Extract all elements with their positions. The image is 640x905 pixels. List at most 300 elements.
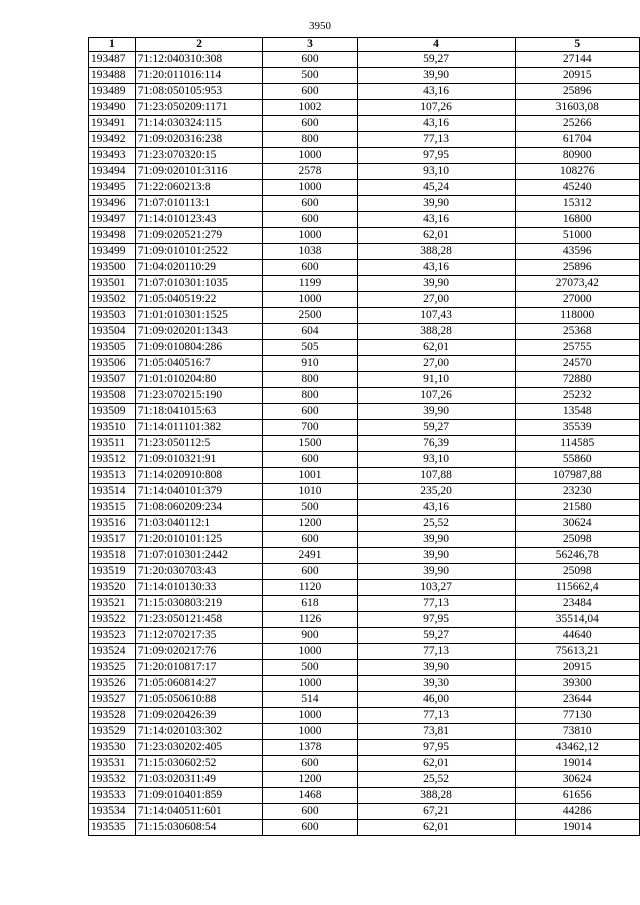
table-cell-col-4: 46,00 <box>357 692 515 708</box>
table-cell-col-1: 193491 <box>89 116 136 132</box>
table-cell-col-5: 20915 <box>515 68 639 84</box>
table-cell-col-1: 193514 <box>89 484 136 500</box>
table-cell-col-1: 193516 <box>89 516 136 532</box>
table-cell-col-5: 75613,21 <box>515 644 639 660</box>
table-cell-col-3: 1000 <box>263 228 357 244</box>
table-cell-col-3: 500 <box>263 68 357 84</box>
table-cell-col-2: 71:23:030202:405 <box>135 740 263 756</box>
table-row <box>89 820 640 836</box>
table-row <box>89 84 640 100</box>
table-row <box>89 100 640 116</box>
table-cell-col-5: 23230 <box>515 484 639 500</box>
table-cell-col-5: 15312 <box>515 196 639 212</box>
table-cell-col-2: 71:09:010804:286 <box>135 340 263 356</box>
table-cell-col-2: 71:23:070320:15 <box>135 148 263 164</box>
table-row <box>89 356 640 372</box>
table-cell-col-4: 93,10 <box>357 452 515 468</box>
table-cell-col-5: 27000 <box>515 292 639 308</box>
table-row <box>89 676 640 692</box>
table-cell-col-1: 193515 <box>89 500 136 516</box>
table-cell-col-4: 39,90 <box>357 532 515 548</box>
table-cell-col-3: 1000 <box>263 708 357 724</box>
table-cell-col-5: 30624 <box>515 772 639 788</box>
table-cell-col-5: 27144 <box>515 52 639 68</box>
table-cell-col-2: 71:08:060209:234 <box>135 500 263 516</box>
table-cell-col-1: 193506 <box>89 356 136 372</box>
table-cell-col-4: 59,27 <box>357 420 515 436</box>
table-cell-col-2: 71:23:050121:458 <box>135 612 263 628</box>
table-cell-col-5: 20915 <box>515 660 639 676</box>
table-cell-col-3: 500 <box>263 660 357 676</box>
table-cell-col-3: 1120 <box>263 580 357 596</box>
column-header-5: 5 <box>515 38 639 52</box>
table-row <box>89 68 640 84</box>
table-cell-col-5: 23644 <box>515 692 639 708</box>
table-cell-col-1: 193503 <box>89 308 136 324</box>
table-cell-col-3: 1000 <box>263 148 357 164</box>
table-row <box>89 644 640 660</box>
table-cell-col-3: 600 <box>263 260 357 276</box>
table-row <box>89 580 640 596</box>
table-cell-col-5: 31603,08 <box>515 100 639 116</box>
table-cell-col-4: 62,01 <box>357 756 515 772</box>
table-row <box>89 196 640 212</box>
table-cell-col-4: 39,90 <box>357 660 515 676</box>
table-cell-col-3: 600 <box>263 532 357 548</box>
table-cell-col-1: 193497 <box>89 212 136 228</box>
table-cell-col-3: 700 <box>263 420 357 436</box>
table-cell-col-2: 71:05:060814:27 <box>135 676 263 692</box>
table-cell-col-4: 39,90 <box>357 276 515 292</box>
table-cell-col-5: 45240 <box>515 180 639 196</box>
table-cell-col-4: 62,01 <box>357 820 515 836</box>
table-row <box>89 340 640 356</box>
table-cell-col-2: 71:09:020217:76 <box>135 644 263 660</box>
table-cell-col-1: 193526 <box>89 676 136 692</box>
table-cell-col-3: 1199 <box>263 276 357 292</box>
table-row <box>89 500 640 516</box>
table-cell-col-2: 71:15:030602:52 <box>135 756 263 772</box>
table-cell-col-5: 25098 <box>515 532 639 548</box>
column-header-2: 2 <box>135 38 263 52</box>
table-cell-col-3: 600 <box>263 116 357 132</box>
table-cell-col-1: 193494 <box>89 164 136 180</box>
table-cell-col-2: 71:14:010130:33 <box>135 580 263 596</box>
table-cell-col-3: 600 <box>263 52 357 68</box>
table-cell-col-3: 600 <box>263 804 357 820</box>
table-cell-col-5: 13548 <box>515 404 639 420</box>
table-cell-col-3: 600 <box>263 196 357 212</box>
table-cell-col-5: 39300 <box>515 676 639 692</box>
table-cell-col-2: 71:14:040511:601 <box>135 804 263 820</box>
table-cell-col-3: 600 <box>263 212 357 228</box>
table-cell-col-1: 193490 <box>89 100 136 116</box>
table-cell-col-2: 71:23:050112:5 <box>135 436 263 452</box>
table-cell-col-2: 71:18:041015:63 <box>135 404 263 420</box>
table-cell-col-5: 19014 <box>515 756 639 772</box>
table-cell-col-4: 77,13 <box>357 644 515 660</box>
column-header-3: 3 <box>263 38 357 52</box>
table-cell-col-3: 500 <box>263 500 357 516</box>
table-cell-col-2: 71:20:010817:17 <box>135 660 263 676</box>
table-cell-col-4: 97,95 <box>357 148 515 164</box>
table-cell-col-2: 71:01:010204:80 <box>135 372 263 388</box>
table-cell-col-2: 71:07:010301:1035 <box>135 276 263 292</box>
table-cell-col-4: 59,27 <box>357 628 515 644</box>
table-cell-col-2: 71:05:050610:88 <box>135 692 263 708</box>
table-cell-col-1: 193534 <box>89 804 136 820</box>
table-cell-col-1: 193508 <box>89 388 136 404</box>
table-row <box>89 596 640 612</box>
table-cell-col-5: 107987,88 <box>515 468 639 484</box>
table-cell-col-1: 193530 <box>89 740 136 756</box>
table-cell-col-3: 618 <box>263 596 357 612</box>
table-cell-col-4: 235,20 <box>357 484 515 500</box>
table-cell-col-1: 193509 <box>89 404 136 420</box>
table-cell-col-3: 1000 <box>263 292 357 308</box>
table-cell-col-4: 93,10 <box>357 164 515 180</box>
table-cell-col-4: 388,28 <box>357 324 515 340</box>
table-row <box>89 164 640 180</box>
table-cell-col-4: 103,27 <box>357 580 515 596</box>
table-cell-col-2: 71:09:020316:238 <box>135 132 263 148</box>
table-cell-col-1: 193510 <box>89 420 136 436</box>
table-cell-col-4: 77,13 <box>357 132 515 148</box>
table-cell-col-3: 1126 <box>263 612 357 628</box>
table-cell-col-4: 107,43 <box>357 308 515 324</box>
table-cell-col-3: 910 <box>263 356 357 372</box>
table-cell-col-1: 193500 <box>89 260 136 276</box>
table-header <box>89 38 640 52</box>
table-cell-col-5: 61704 <box>515 132 639 148</box>
table-row <box>89 548 640 564</box>
table-cell-col-4: 59,27 <box>357 52 515 68</box>
table-cell-col-3: 604 <box>263 324 357 340</box>
table-row <box>89 612 640 628</box>
table-cell-col-4: 39,90 <box>357 68 515 84</box>
table-row <box>89 308 640 324</box>
table-cell-col-1: 193532 <box>89 772 136 788</box>
table-cell-col-1: 193487 <box>89 52 136 68</box>
table-cell-col-5: 25232 <box>515 388 639 404</box>
table-cell-col-3: 600 <box>263 84 357 100</box>
table-cell-col-1: 193495 <box>89 180 136 196</box>
table-cell-col-3: 1000 <box>263 676 357 692</box>
table-cell-col-4: 62,01 <box>357 228 515 244</box>
table-row <box>89 516 640 532</box>
table-cell-col-5: 19014 <box>515 820 639 836</box>
table-cell-col-1: 193496 <box>89 196 136 212</box>
table-cell-col-1: 193505 <box>89 340 136 356</box>
table-cell-col-3: 1000 <box>263 724 357 740</box>
table-cell-col-3: 600 <box>263 404 357 420</box>
table-row <box>89 132 640 148</box>
table-cell-col-2: 71:09:020201:1343 <box>135 324 263 340</box>
table-body <box>89 52 640 836</box>
table-cell-col-2: 71:12:070217:35 <box>135 628 263 644</box>
table-cell-col-3: 1468 <box>263 788 357 804</box>
table-row <box>89 212 640 228</box>
table-cell-col-1: 193520 <box>89 580 136 596</box>
table-cell-col-3: 1200 <box>263 516 357 532</box>
table-cell-col-5: 43596 <box>515 244 639 260</box>
table-cell-col-3: 1038 <box>263 244 357 260</box>
table-cell-col-3: 800 <box>263 372 357 388</box>
page-number: 3950 <box>309 20 331 32</box>
table-cell-col-1: 193492 <box>89 132 136 148</box>
table-cell-col-4: 43,16 <box>357 260 515 276</box>
table-cell-col-3: 2491 <box>263 548 357 564</box>
table-cell-col-4: 97,95 <box>357 612 515 628</box>
table-cell-col-2: 71:09:020426:39 <box>135 708 263 724</box>
table-cell-col-1: 193521 <box>89 596 136 612</box>
table-cell-col-2: 71:20:030703:43 <box>135 564 263 580</box>
table-cell-col-2: 71:12:040310:308 <box>135 52 263 68</box>
table-cell-col-4: 107,88 <box>357 468 515 484</box>
table-cell-col-1: 193522 <box>89 612 136 628</box>
table-row <box>89 244 640 260</box>
table-cell-col-4: 39,90 <box>357 404 515 420</box>
table-cell-col-2: 71:14:040101:379 <box>135 484 263 500</box>
table-cell-col-5: 43462,12 <box>515 740 639 756</box>
column-header-1: 1 <box>89 38 136 52</box>
table-cell-col-3: 514 <box>263 692 357 708</box>
table-cell-col-3: 505 <box>263 340 357 356</box>
table-cell-col-4: 62,01 <box>357 340 515 356</box>
table-row <box>89 740 640 756</box>
table-cell-col-4: 27,00 <box>357 292 515 308</box>
table-cell-col-5: 114585 <box>515 436 639 452</box>
table-cell-col-2: 71:20:011016:114 <box>135 68 263 84</box>
table-cell-col-4: 77,13 <box>357 596 515 612</box>
table-cell-col-1: 193531 <box>89 756 136 772</box>
table-cell-col-4: 91,10 <box>357 372 515 388</box>
table-cell-col-5: 35514,04 <box>515 612 639 628</box>
table-cell-col-3: 600 <box>263 452 357 468</box>
table-cell-col-3: 1200 <box>263 772 357 788</box>
table-row <box>89 116 640 132</box>
table-cell-col-5: 44286 <box>515 804 639 820</box>
table-cell-col-3: 900 <box>263 628 357 644</box>
table-cell-col-2: 71:09:020521:279 <box>135 228 263 244</box>
table-cell-col-2: 71:22:060213:8 <box>135 180 263 196</box>
table-cell-col-5: 55860 <box>515 452 639 468</box>
table-cell-col-3: 1000 <box>263 644 357 660</box>
table-cell-col-4: 76,39 <box>357 436 515 452</box>
table-cell-col-5: 24570 <box>515 356 639 372</box>
table-row <box>89 772 640 788</box>
header-row <box>89 38 640 52</box>
table-row <box>89 52 640 68</box>
table-cell-col-2: 71:03:020311:49 <box>135 772 263 788</box>
table-cell-col-5: 25098 <box>515 564 639 580</box>
table-cell-col-3: 800 <box>263 132 357 148</box>
table-cell-col-4: 97,95 <box>357 740 515 756</box>
table-cell-col-4: 107,26 <box>357 100 515 116</box>
table-row <box>89 372 640 388</box>
table-cell-col-4: 73,81 <box>357 724 515 740</box>
table-row <box>89 388 640 404</box>
table-cell-col-4: 25,52 <box>357 772 515 788</box>
table-cell-col-5: 61656 <box>515 788 639 804</box>
table-cell-col-5: 51000 <box>515 228 639 244</box>
table-cell-col-2: 71:09:010101:2522 <box>135 244 263 260</box>
table-cell-col-3: 600 <box>263 820 357 836</box>
table-cell-col-1: 193528 <box>89 708 136 724</box>
table-cell-col-5: 35539 <box>515 420 639 436</box>
table-cell-col-4: 43,16 <box>357 212 515 228</box>
table-cell-col-1: 193502 <box>89 292 136 308</box>
table-cell-col-1: 193507 <box>89 372 136 388</box>
table-cell-col-1: 193504 <box>89 324 136 340</box>
table-cell-col-1: 193499 <box>89 244 136 260</box>
table-cell-col-5: 108276 <box>515 164 639 180</box>
table-row <box>89 276 640 292</box>
table-row <box>89 804 640 820</box>
table-cell-col-4: 77,13 <box>357 708 515 724</box>
table-cell-col-3: 1378 <box>263 740 357 756</box>
table-cell-col-4: 25,52 <box>357 516 515 532</box>
table-row <box>89 260 640 276</box>
table-row <box>89 436 640 452</box>
table-row <box>89 660 640 676</box>
table-cell-col-1: 193529 <box>89 724 136 740</box>
table-cell-col-1: 193527 <box>89 692 136 708</box>
table-cell-col-5: 115662,4 <box>515 580 639 596</box>
table-cell-col-4: 27,00 <box>357 356 515 372</box>
table-cell-col-5: 72880 <box>515 372 639 388</box>
table-cell-col-2: 71:14:030324:115 <box>135 116 263 132</box>
table-cell-col-2: 71:05:040519:22 <box>135 292 263 308</box>
table-row <box>89 692 640 708</box>
table-row <box>89 180 640 196</box>
table-cell-col-1: 193498 <box>89 228 136 244</box>
table-cell-col-1: 193524 <box>89 644 136 660</box>
table-cell-col-4: 39,90 <box>357 548 515 564</box>
table-cell-col-1: 193517 <box>89 532 136 548</box>
table-cell-col-2: 71:20:010101:125 <box>135 532 263 548</box>
table-cell-col-2: 71:14:020103:302 <box>135 724 263 740</box>
table-cell-col-2: 71:15:030803:219 <box>135 596 263 612</box>
table-row <box>89 228 640 244</box>
table-cell-col-2: 71:09:010401:859 <box>135 788 263 804</box>
data-table <box>88 37 640 836</box>
table-cell-col-1: 193535 <box>89 820 136 836</box>
table-cell-col-4: 43,16 <box>357 500 515 516</box>
table-cell-col-1: 193533 <box>89 788 136 804</box>
table-row <box>89 628 640 644</box>
table-cell-col-5: 80900 <box>515 148 639 164</box>
table-cell-col-4: 45,24 <box>357 180 515 196</box>
table-row <box>89 452 640 468</box>
table-cell-col-5: 25755 <box>515 340 639 356</box>
table-cell-col-4: 43,16 <box>357 84 515 100</box>
table-cell-col-1: 193523 <box>89 628 136 644</box>
table-cell-col-1: 193493 <box>89 148 136 164</box>
table-cell-col-3: 800 <box>263 388 357 404</box>
table-cell-col-4: 67,21 <box>357 804 515 820</box>
table-row <box>89 756 640 772</box>
table-cell-col-1: 193519 <box>89 564 136 580</box>
column-header-4: 4 <box>357 38 515 52</box>
table-cell-col-2: 71:09:010321:91 <box>135 452 263 468</box>
table-cell-col-5: 27073,42 <box>515 276 639 292</box>
table-row <box>89 484 640 500</box>
table-cell-col-5: 23484 <box>515 596 639 612</box>
table-cell-col-5: 44640 <box>515 628 639 644</box>
table-cell-col-3: 1002 <box>263 100 357 116</box>
table-row <box>89 468 640 484</box>
table-cell-col-1: 193501 <box>89 276 136 292</box>
table-row <box>89 148 640 164</box>
table-cell-col-3: 600 <box>263 564 357 580</box>
table-cell-col-3: 1010 <box>263 484 357 500</box>
table-cell-col-1: 193513 <box>89 468 136 484</box>
table-cell-col-2: 71:23:070215:190 <box>135 388 263 404</box>
table-cell-col-3: 600 <box>263 756 357 772</box>
table-cell-col-4: 39,30 <box>357 676 515 692</box>
table-cell-col-1: 193525 <box>89 660 136 676</box>
table-cell-col-2: 71:23:050209:1171 <box>135 100 263 116</box>
table-cell-col-5: 118000 <box>515 308 639 324</box>
table-cell-col-5: 56246,78 <box>515 548 639 564</box>
table-row <box>89 788 640 804</box>
table-cell-col-5: 16800 <box>515 212 639 228</box>
table-cell-col-4: 388,28 <box>357 244 515 260</box>
table-row <box>89 420 640 436</box>
table-cell-col-2: 71:09:020101:3116 <box>135 164 263 180</box>
table-row <box>89 724 640 740</box>
table-cell-col-2: 71:04:020110:29 <box>135 260 263 276</box>
table-cell-col-2: 71:14:011101:382 <box>135 420 263 436</box>
table-cell-col-2: 71:01:010301:1525 <box>135 308 263 324</box>
table-cell-col-1: 193518 <box>89 548 136 564</box>
table-cell-col-2: 71:14:010123:43 <box>135 212 263 228</box>
table-cell-col-4: 388,28 <box>357 788 515 804</box>
table-cell-col-3: 1500 <box>263 436 357 452</box>
table-cell-col-4: 39,90 <box>357 564 515 580</box>
table-cell-col-3: 2578 <box>263 164 357 180</box>
table-row <box>89 708 640 724</box>
table-cell-col-1: 193488 <box>89 68 136 84</box>
table-cell-col-2: 71:07:010113:1 <box>135 196 263 212</box>
table-cell-col-4: 39,90 <box>357 196 515 212</box>
table-cell-col-3: 1001 <box>263 468 357 484</box>
table-cell-col-5: 30624 <box>515 516 639 532</box>
table-cell-col-2: 71:08:050105:953 <box>135 84 263 100</box>
table-cell-col-2: 71:03:040112:1 <box>135 516 263 532</box>
table-row <box>89 404 640 420</box>
table-cell-col-1: 193512 <box>89 452 136 468</box>
table-cell-col-1: 193489 <box>89 84 136 100</box>
table-cell-col-3: 2500 <box>263 308 357 324</box>
table-cell-col-5: 25896 <box>515 260 639 276</box>
table-cell-col-4: 43,16 <box>357 116 515 132</box>
table-cell-col-2: 71:14:020910:808 <box>135 468 263 484</box>
table-cell-col-5: 25368 <box>515 324 639 340</box>
table-row <box>89 564 640 580</box>
table-cell-col-1: 193511 <box>89 436 136 452</box>
table-row <box>89 532 640 548</box>
table-cell-col-3: 1000 <box>263 180 357 196</box>
table-cell-col-2: 71:15:030608:54 <box>135 820 263 836</box>
table-cell-col-2: 71:07:010301:2442 <box>135 548 263 564</box>
table-row <box>89 324 640 340</box>
table-row <box>89 292 640 308</box>
table-cell-col-5: 25266 <box>515 116 639 132</box>
table-cell-col-5: 77130 <box>515 708 639 724</box>
table-cell-col-2: 71:05:040516:7 <box>135 356 263 372</box>
